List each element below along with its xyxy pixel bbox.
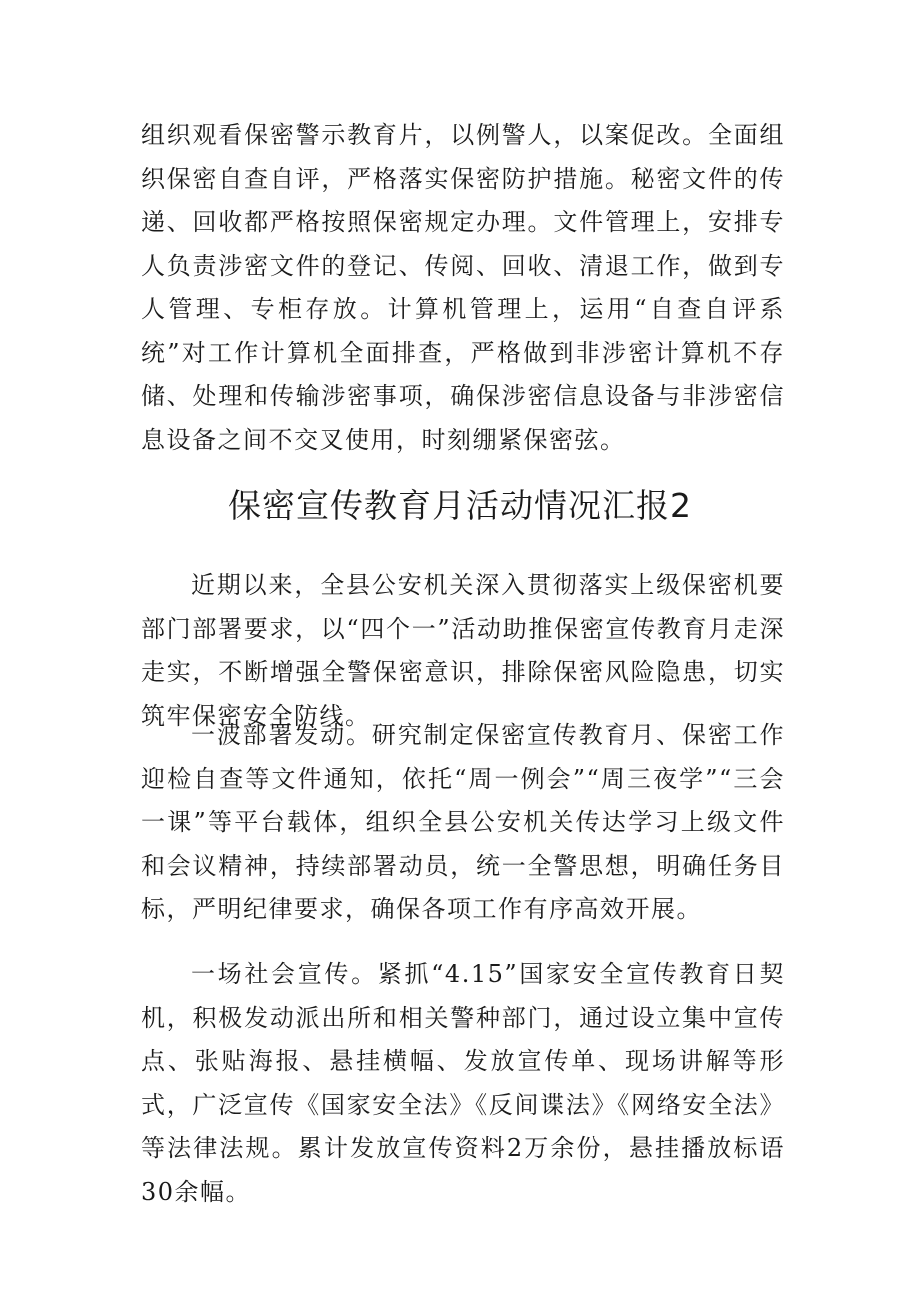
paragraph-social-publicity: 一场社会宣传。紧抓“4.15”国家安全宣传教育日契机，积极发动派出所和相关警种部门，通过设立集中宣传点、张贴海报、悬挂横幅、发放宣传单、现场讲解等形式，广泛宣传《国家安全法》《反间谍法》《网络安全法》等法律法规。累计发放宣传资料2万余份，悬挂播放标语30余幅。: [141, 960, 785, 1206]
paragraph-deployment: 一波部署发动。研究制定保密宣传教育月、保密工作迎检自查等文件通知，依托“周一例会”“周三夜学”“三会一课”等平台载体，组织全县公安机关传达学习上级文件和会议精神，持续部署动员，统一全警思想，明确任务目标，严明纪律要求，确保各项工作有序高效开展。: [141, 721, 785, 923]
paragraph-intro: 近期以来，全县公安机关深入贯彻落实上级保密机要部门部署要求，以“四个一”活动助推保密宣传教育月走深走实，不断增强全警保密意识，排除保密风险隐患，切实筑牢保密安全防线。: [141, 571, 785, 730]
paragraph-continued: 组织观看保密警示教育片，以例警人，以案促改。全面组织保密自查自评，严格落实保密防护措施。秘密文件的传递、回收都严格按照保密规定办理。文件管理上，安排专人负责涉密文件的登记、传阅、回收、清退工作，做到专人管理、专柜存放。计算机管理上，运用“自查自评系统”对工作计算机全面排查，严格做到非涉密计算机不存储、处理和传输涉密事项，确保涉密信息设备与非涉密信息设备之间不交叉使用，时刻绷紧保密弦。: [141, 121, 785, 454]
section-title: 保密宣传教育月活动情况汇报2: [228, 486, 692, 525]
